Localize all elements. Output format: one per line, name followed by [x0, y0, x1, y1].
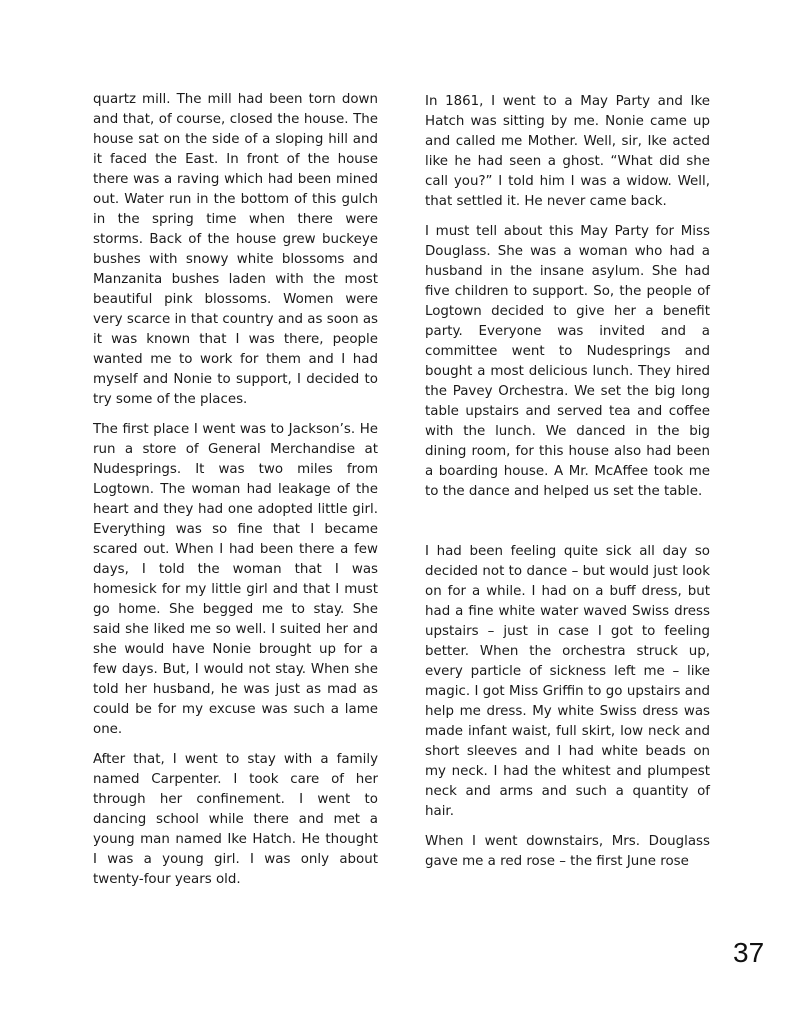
paragraph: After that, I went to stay with a family named Carpenter. I took care of her through her confinement. I went to dancing school while there and met a young man named Ike Hatch. He thought I was a young girl. I was only about twenty-four years old. — [93, 752, 378, 887]
paragraph: When I went downstairs, Mrs. Douglass gave me a red rose – the first June rose — [425, 834, 710, 869]
paragraph: I had been feeling quite sick all day so decided not to dance – but would just look on for a while. I had on a buff dress, but had a fine white water waved Swiss dress upstairs – just in case I got to feeling better. When the orchestra struck up, every particle of sickness left me – like magic. I got Miss Griffin to go upstairs and help me dress. My white Swiss dress was made infant waist, full skirt, low neck and short sleeves and I had white beads on my neck. I had the whitest and plumpest neck and arms and such a quantity of hair. — [425, 544, 710, 819]
right-text-column — [425, 92, 710, 882]
paragraph: quartz mill. The mill had been torn down and that, of course, closed the house. The house sat on the side of a sloping hill and it faced the East. In front of the house there was a raving which had been mined out. Water run in the bottom of this gulch in the spring time when there were storms. Back of the house grew buckeye bushes with snowy white blossoms and Manzanita bushes laden with the most beautiful pink blossoms. Women were very scarce in that country and as soon as it was known that I was there, people wanted me to work for them and I had myself and Nonie to support, I decided to try some of the places. — [93, 92, 379, 407]
paragraph: The first place I went was to Jackson’s. He run a store of General Merchandise at Nudesprings. It was two miles from Logtown. The woman had leakage of the heart and they had one adopted little girl. Everything was so fine that I became scared out. When I had been there a few days, I told the woman that I was homesick for my little girl and that I must go home. She begged me to stay. She said she liked me so well. I suited her and she would have Nonie brought up for a few days. But, I would not stay. When she told her husband, he was just as mad as could be for my excuse was such a lame one. — [93, 422, 378, 737]
section-spacer — [425, 512, 710, 542]
paragraph: In 1861, I went to a May Party and Ike Hatch was sitting by me. Nonie came up and called me Mother. Well, sir, Ike acted like he had seen a ghost. “What did she call you?” I told him I was a widow. Well, that settled it. He never came back. — [425, 94, 710, 209]
page-number: 37 — [733, 937, 765, 968]
left-text-column — [93, 90, 378, 900]
paragraph: I must tell about this May Party for Miss Douglass. She was a woman who had a husband in the insane asylum. She had five children to support. So, the people of Logtown decided to give her a benefit party. Everyone was invited and a committee went to Nudesprings and bought a most delicious lunch. They hired the Pavey Orchestra. We set the big long table upstairs and served tea and coffee with the lunch. We danced in the big dining room, for this house also had been a boarding house. A Mr. McAffee took me to the dance and helped us set the table. — [425, 224, 710, 499]
